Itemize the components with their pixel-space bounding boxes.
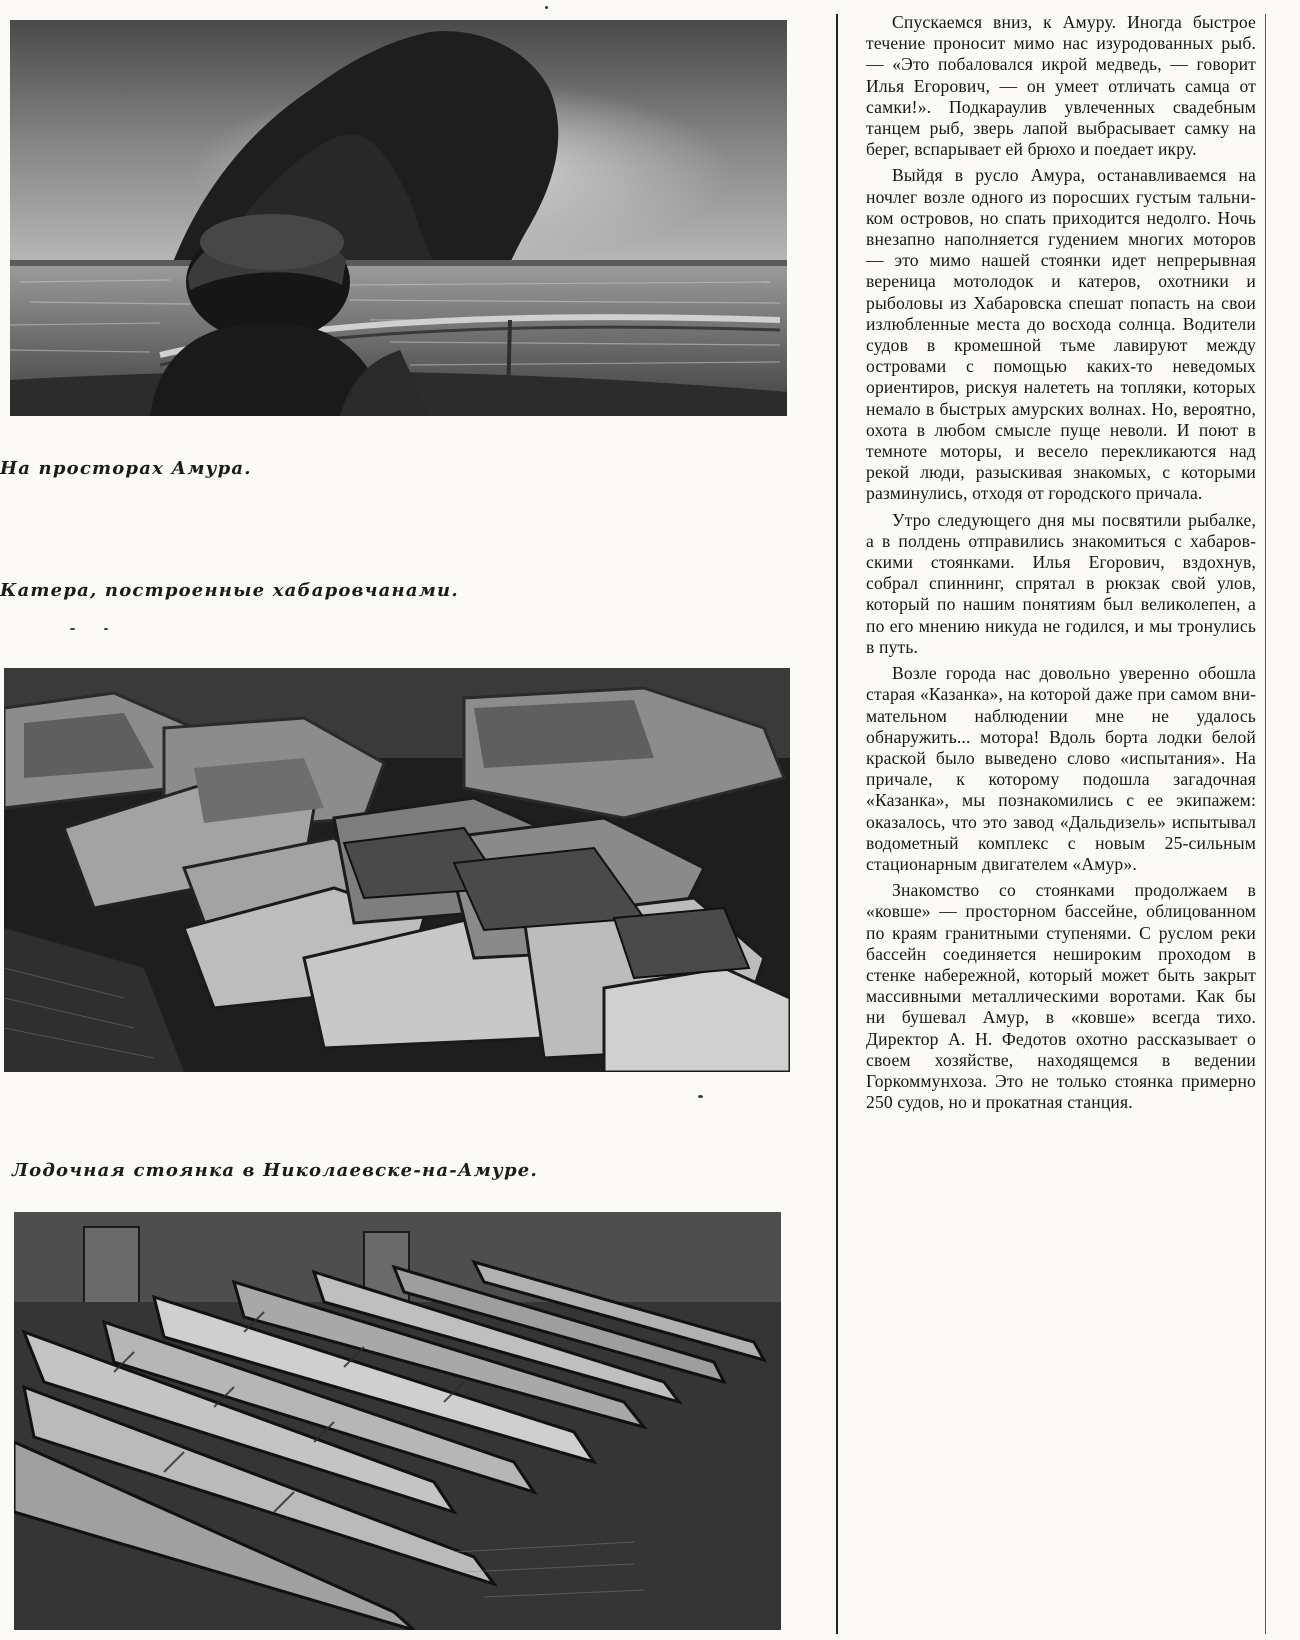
article-text-column	[866, 12, 1256, 1632]
caption-boats: Катера, построенные хабаровчанами.	[0, 580, 459, 601]
photo-amur-river	[10, 20, 787, 416]
print-speck	[698, 1095, 703, 1098]
article-paragraph-1: Спускаемся вниз, к Амуру. Иногда быстрое течение проносит мимо нас изуродованных рыб. — «Это побаловался икрой медведь, — говорит Илья Егорович, — он умеет отличать самца от самки!». Подкараулив увлеченных свадебным танцем рыб, зверь лапой выбрасывает самку на берег, вспарывает ей брюхо и поедает икру.	[866, 12, 1256, 160]
print-speck	[104, 628, 108, 630]
article-paragraph-5: Знакомство со стоянками продолжаем в «ковше» — просторном бассейне, облицованном по краям гранитными ступенями. С руслом реки бассейн соединяется нешироким проходом в стенке набережной, который может быть закрыт массивными металлическими воротами. Как бы ни бушевал Амур, в «ковше» всегда тихо. Директор А. Н. Федотов охотно рассказывает о своем хозяйстве, находящемся в ведении Горкоммунхоза. Это не только стоянка примерно 250 судов, но и прокатная станция.	[866, 880, 1256, 1113]
column-rule-left	[836, 14, 838, 1634]
photo-covered-boats	[4, 668, 790, 1072]
print-speck	[545, 6, 548, 9]
print-speck	[88, 1620, 92, 1622]
photo-amur-illustration	[10, 20, 787, 416]
photo-marina-illustration	[14, 1212, 781, 1630]
column-rule-right	[1265, 14, 1266, 1634]
article-paragraph-4: Возле города нас довольно уверенно обошла старая «Казанка», на которой даже при самом внимательном наблюдении мне не удалось обнаружить... мотора! Вдоль борта лодки белой краской было выведено слово «испытания». На причале, к которому подошла загадочная «Казанка», мы познакомились с ее экипажем: оказалось, что это завод «Дальдизель» испытывал водометный комплекс с новым 25-сильным стационарным двигателем «Амур».	[866, 663, 1256, 874]
photo-boat-marina	[14, 1212, 781, 1630]
article-paragraph-3: Утро следующего дня мы посвятили рыбалке, а в полдень отправились знакомиться с хабаровскими стоянками. Илья Егорович, вздохнув, собрал спиннинг, спрятал в рюкзак свой улов, который по нашим понятиям был великолепен, а по его мнению никуда не годился, и мы тронулись в путь.	[866, 509, 1256, 657]
photo-boats-illustration	[4, 668, 790, 1072]
print-speck	[70, 628, 75, 630]
article-paragraph-2: Выйдя в русло Амура, останавливаемся на ночлег возле одного из поросших густым тальником островов, но спать приходится недолго. Ночь внезапно наполняется гудением многих моторов — это мимо нашей стоянки идет непрерывная вереница мотолодок и катеров, охотники и рыболовы из Хабаровска спешат попасть на свои излюбленные места до восхода солнца. Водители судов в кромешной тьме лавируют между островами с помощью каких-то неведомых ориентиров, рискуя налететь на топляки, которых немало в быстрых амурских волнах. Но, вероятно, охота в любом смысле пуще неволи. И поют в темноте моторы, и весело перекликаются над рекой люди, разыскивая знакомых, с которыми разминулись, отходя от городского причала.	[866, 165, 1256, 504]
caption-marina: Лодочная стоянка в Николаевске-на-Амуре.	[12, 1160, 538, 1181]
caption-amur-river: На просторах Амура.	[0, 458, 252, 479]
